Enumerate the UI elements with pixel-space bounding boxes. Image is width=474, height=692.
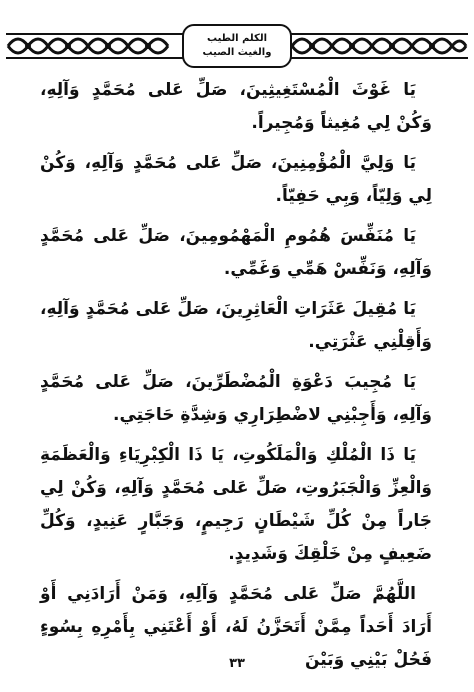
supplication-paragraph-7: اللَّهُمَّ صَلِّ عَلى مُحَمَّدٍ وَآلِهِ، وَمَنْ أَرَادَنِي أَوْ أَرَادَ أَحَداً مِمَّنْ أَتَحَزَّنُ لَهُ، أَوْ أَعْتَنِي بِأَمْرِهِ بِسُوءٍ فَحُلْ بَيْنِي وَبَيْنَ (40, 584, 432, 670)
main-text-body (40, 74, 432, 684)
header-title-line-2: والغيث الصيب (202, 47, 272, 58)
supplication-paragraph-3: يَا مُنَفِّسَ هُمُومِ الْمَهْمُومِينَ، صَلِّ عَلى مُحَمَّدٍ وَآلِهِ، وَنَفِّسْ هَمِّي وَغَمِّي. (40, 226, 432, 279)
page-number: ٣٣ (229, 656, 245, 671)
header-title-line-1: الكلم الطيب (207, 33, 267, 44)
supplication-paragraph-1: يَا غَوْثَ الْمُسْتَغِيثِينَ، صَلِّ عَلى مُحَمَّدٍ وَآلِهِ، وَكُنْ لِي مُغِيثاً وَمُجِيراً. (40, 80, 432, 133)
page-header-ornament (0, 24, 474, 68)
supplication-paragraph-4: يَا مُقِيلَ عَثَرَاتِ الْعَاثِرِينَ، صَلِّ عَلى مُحَمَّدٍ وَآلِهِ، وَأَقِلْنِي عَثْرَتِي. (40, 299, 432, 352)
supplication-paragraph-5: يَا مُجِيبَ دَعْوَةِ الْمُضْطَرِّينَ، صَلِّ عَلى مُحَمَّدٍ وَآلِهِ، وَأَجِبْنِي لاضْطِرَارِي وَشِدَّةِ حَاجَتِي. (40, 372, 432, 425)
supplication-paragraph-6: يَا ذَا الْمُلْكِ وَالْمَلَكُوتِ، يَا ذَا الْكِبْرِيَاءِ وَالْعَظَمَةِ وَالْعِزِّ وَالْجَبَرُوتِ، صَلِّ عَلى مُحَمَّدٍ وَآلِهِ، وَكُنْ لِي جَاراً مِنْ كُلِّ شَيْطَانٍ رَجِيمٍ، وَجَبَّارٍ عَنِيدٍ، وَكُلِّ ضَعِيفٍ مِنْ خَلْقِكَ وَشَدِيدٍ. (40, 445, 432, 564)
header-title-box (182, 24, 292, 68)
supplication-paragraph-2: يَا وَلِيَّ الْمُؤْمِنِينَ، صَلِّ عَلى مُحَمَّدٍ وَآلِهِ، وَكُنْ لِي وَلِيّاً، وَبِي حَفِيّاً. (40, 153, 432, 206)
